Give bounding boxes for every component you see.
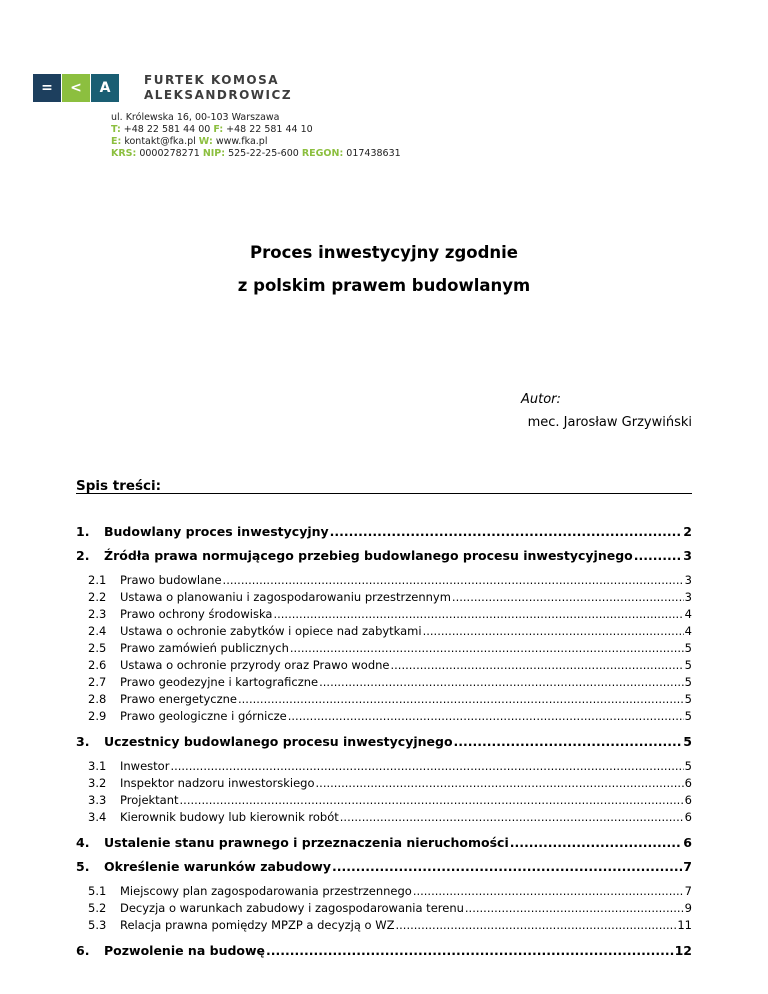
- web-label: W:: [198, 136, 213, 147]
- toc-entry-leader: [316, 776, 684, 790]
- toc-entry-leader: [319, 675, 684, 689]
- toc-entry-number: 3.3: [88, 793, 107, 807]
- toc-entry-page: 5: [684, 658, 692, 672]
- toc-entry[interactable]: [76, 734, 692, 749]
- toc-entry-title: Inspektor nadzoru inwestorskiego: [120, 776, 315, 790]
- toc-entry-page: 6: [684, 793, 692, 807]
- toc-entry-leader: [332, 859, 682, 874]
- fax-label: F:: [213, 124, 224, 135]
- toc-entry-number: 2.1: [88, 573, 107, 587]
- company-logo: [33, 73, 292, 103]
- krs-value: 0000278271: [136, 148, 203, 159]
- toc-entry[interactable]: [76, 658, 692, 672]
- toc-entry-page: 6: [684, 810, 692, 824]
- phone-label: T:: [111, 124, 121, 135]
- toc-entry-title: Ustawa o ochronie przyrody oraz Prawo wodne: [120, 658, 390, 672]
- toc-entry-title: Miejscowy plan zagospodarowania przestrzennego: [120, 884, 412, 898]
- toc-entry-page: 7: [684, 884, 692, 898]
- toc-entry[interactable]: [76, 835, 692, 850]
- nip-value: 525-22-25-600: [225, 148, 302, 159]
- toc-entry-leader: [413, 884, 684, 898]
- toc-entry-number: 2.7: [88, 675, 107, 689]
- toc-entry-leader: [180, 793, 684, 807]
- toc-entry-number: 3.: [76, 734, 90, 749]
- toc-entry-page: 3: [684, 573, 692, 587]
- web-value[interactable]: www.fka.pl: [212, 136, 268, 147]
- toc-entry-title: Ustalenie stanu prawnego i przeznaczenia nieruchomości: [104, 835, 509, 850]
- toc-entry-title: Ustawa o planowaniu i zagospodarowaniu przestrzennym: [120, 590, 451, 604]
- nip-label: NIP:: [202, 148, 226, 159]
- email-label: E:: [111, 136, 122, 147]
- toc-entry[interactable]: [76, 901, 692, 915]
- toc-entry-title: Budowlany proces inwestycyjny: [104, 524, 329, 539]
- toc-entry-number: 5.2: [88, 901, 107, 915]
- document-title-line-2: z polskim prawem budowlanym: [237, 276, 531, 295]
- toc-entry-title: Inwestor: [120, 759, 170, 773]
- toc-entry-leader: [290, 641, 684, 655]
- toc-entry-leader: [391, 658, 684, 672]
- toc-entry-page: 5: [684, 759, 692, 773]
- toc-entry-page: 5: [684, 692, 692, 706]
- toc-entry-title: Prawo geologiczne i górnicze: [120, 709, 287, 723]
- contact-phone-line: [111, 124, 401, 136]
- toc-entry-title: Projektant: [120, 793, 179, 807]
- toc-entry-number: 2.5: [88, 641, 107, 655]
- toc-entry-page: 3: [684, 590, 692, 604]
- toc-entry-number: 2.9: [88, 709, 107, 723]
- phone-value: +48 22 581 44 00: [120, 124, 214, 135]
- toc-entry-leader: [273, 607, 683, 621]
- toc-entry-number: 2.8: [88, 692, 107, 706]
- toc-entry-leader: [170, 759, 683, 773]
- toc-entry-number: 3.4: [88, 810, 107, 824]
- krs-label: KRS:: [111, 148, 137, 159]
- toc-entry-number: 5.1: [88, 884, 107, 898]
- toc-entry-page: 11: [677, 918, 692, 932]
- toc-entry-leader: [423, 624, 684, 638]
- toc-entry-number: 1.: [76, 524, 90, 539]
- regon-value: 017438631: [343, 148, 401, 159]
- logo-line-1: FURTEK KOMOSA: [144, 73, 280, 87]
- toc-entry-page: 5: [684, 709, 692, 723]
- toc-entry[interactable]: [76, 859, 692, 874]
- toc-entry[interactable]: [76, 918, 692, 932]
- toc-entry[interactable]: [76, 776, 692, 790]
- contact-registry-line: [111, 148, 401, 160]
- toc-entry-title: Uczestnicy budowlanego procesu inwestycyjnego: [104, 734, 453, 749]
- toc-entry[interactable]: [76, 548, 692, 563]
- toc-entry-page: 9: [684, 901, 692, 915]
- toc-entry[interactable]: [76, 624, 692, 638]
- toc-entry-title: Prawo budowlane: [120, 573, 222, 587]
- toc-entry-leader: [465, 901, 684, 915]
- toc-entry[interactable]: [76, 524, 692, 539]
- regon-label: REGON:: [301, 148, 344, 159]
- fax-value: +48 22 581 44 10: [223, 124, 313, 135]
- toc-entry-number: 2.: [76, 548, 90, 563]
- toc-entry-leader: [634, 548, 683, 563]
- logo-a-icon: A: [91, 74, 119, 102]
- toc-entry-page: 5: [684, 675, 692, 689]
- toc-entry-leader: [510, 835, 683, 850]
- toc-entry-title: Prawo ochrony środowiska: [120, 607, 273, 621]
- toc-entry-title: Określenie warunków zabudowy: [104, 859, 331, 874]
- toc-entry-number: 2.3: [88, 607, 107, 621]
- toc-entry-title: Kierownik budowy lub kierownik robót: [120, 810, 339, 824]
- toc-entry[interactable]: [76, 759, 692, 773]
- toc-entry-title: Decyzja o warunkach zabudowy i zagospodarowania terenu: [120, 901, 464, 915]
- toc-entry-page: 6: [683, 835, 692, 850]
- toc-entry[interactable]: [76, 709, 692, 723]
- toc-entry-number: 2.4: [88, 624, 107, 638]
- toc-entry-leader: [288, 709, 684, 723]
- toc-entry-page: 4: [684, 607, 692, 621]
- toc-entry-page: 7: [683, 859, 692, 874]
- toc-entry-page: 3: [683, 548, 692, 563]
- toc-entry-title: Relacja prawna pomiędzy MPZP a decyzją o WZ: [120, 918, 395, 932]
- toc-entry-title: Prawo zamówień publicznych: [120, 641, 289, 655]
- toc-entry-leader: [452, 590, 684, 604]
- logo-wordmark: [144, 73, 292, 103]
- toc-entry-number: 5.3: [88, 918, 107, 932]
- toc-entry[interactable]: [76, 810, 692, 824]
- toc-entry-number: 6.: [76, 943, 90, 958]
- toc-entry[interactable]: [76, 793, 692, 807]
- toc-entry[interactable]: [76, 675, 692, 689]
- toc-entry-page: 12: [674, 943, 692, 958]
- email-value[interactable]: kontakt@fka.pl: [121, 136, 199, 147]
- toc-entry-leader: [330, 524, 683, 539]
- toc-entry-page: 6: [684, 776, 692, 790]
- author-label: Autor:: [521, 392, 561, 407]
- toc-entry-title: Ustawa o ochronie zabytków i opiece nad zabytkami: [120, 624, 422, 638]
- toc-entry[interactable]: [76, 943, 692, 958]
- toc-entry-leader: [238, 692, 684, 706]
- toc-entry-leader: [223, 573, 684, 587]
- contact-web-line: [111, 136, 401, 148]
- logo-chevron-icon: <: [62, 74, 90, 102]
- toc-entry-number: 2.2: [88, 590, 107, 604]
- toc-entry-page: 5: [683, 734, 692, 749]
- logo-equals-icon: =: [33, 74, 61, 102]
- contact-address: ul. Królewska 16, 00-103 Warszawa: [111, 112, 280, 123]
- toc-entry[interactable]: [76, 692, 692, 706]
- toc-entry-leader: [340, 810, 684, 824]
- toc-entry-page: 5: [684, 641, 692, 655]
- toc-entry-number: 3.1: [88, 759, 107, 773]
- toc-entry-number: 4.: [76, 835, 90, 850]
- toc-entry-page: 2: [683, 524, 692, 539]
- toc-divider: [76, 493, 692, 494]
- author-name: mec. Jarosław Grzywiński: [527, 415, 692, 430]
- logo-line-2: ALEKSANDROWICZ: [144, 88, 293, 102]
- contact-block: [111, 112, 401, 160]
- toc-entry-leader: [454, 734, 683, 749]
- toc-entry-number: 2.6: [88, 658, 107, 672]
- toc-entry-page: 4: [684, 624, 692, 638]
- toc-entry[interactable]: [76, 607, 692, 621]
- document-title-line-1: Proces inwestycyjny zgodnie: [250, 243, 518, 262]
- toc-entry-leader: [266, 943, 674, 958]
- toc-heading: Spis treści:: [76, 478, 162, 494]
- toc-entry[interactable]: [76, 884, 692, 898]
- toc-entry-number: 3.2: [88, 776, 107, 790]
- toc-entry[interactable]: [76, 590, 692, 604]
- toc-entry[interactable]: [76, 641, 692, 655]
- toc-entry-title: Prawo geodezyjne i kartograficzne: [120, 675, 319, 689]
- toc-entry-leader: [396, 918, 677, 932]
- toc-entry-title: Prawo energetyczne: [120, 692, 237, 706]
- toc-entry[interactable]: [76, 573, 692, 587]
- toc-entry-title: Źródła prawa normującego przebieg budowlanego procesu inwestycyjnego: [104, 548, 633, 563]
- toc-entry-number: 5.: [76, 859, 90, 874]
- toc-entry-title: Pozwolenie na budowę: [104, 943, 266, 958]
